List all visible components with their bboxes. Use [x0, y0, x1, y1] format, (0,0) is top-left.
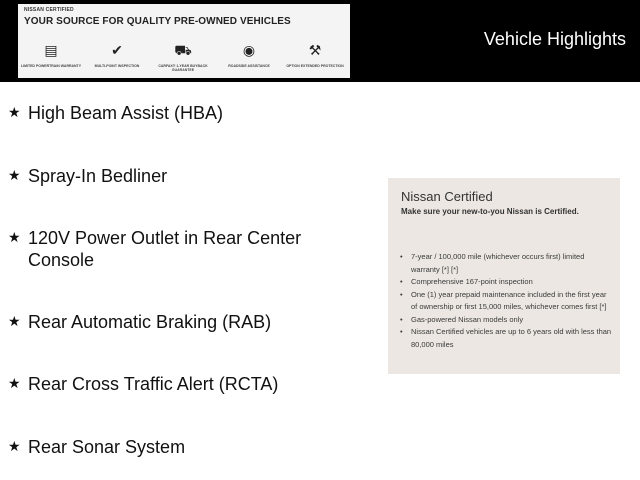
- checkmark-icon: ✔: [111, 42, 123, 58]
- wrench-icon: ⚒: [308, 42, 322, 58]
- highlight-text: Rear Sonar System: [28, 437, 186, 457]
- nissan-certified-card: [388, 178, 620, 374]
- feature-caption: MULTI-POINT INSPECTION: [94, 64, 140, 68]
- list-item: [8, 165, 338, 187]
- banner-kicker: NISSAN CERTIFIED: [24, 7, 74, 13]
- list-item: [8, 311, 338, 333]
- feature-caption: CARFAX® 1-YEAR BUYBACK GUARANTEE: [158, 64, 208, 72]
- banner-features: [18, 42, 350, 78]
- banner-headline: YOUR SOURCE FOR QUALITY PRE-OWNED VEHICLES: [24, 16, 291, 27]
- page-title: Vehicle Highlights: [483, 29, 626, 49]
- card-bullet: • Gas-powered Nissan models only: [398, 314, 614, 327]
- highlight-text: 120V Power Outlet in Rear Center Console: [28, 228, 302, 270]
- feature-caption: OPTION EXTENDED PROTECTION: [286, 64, 344, 68]
- star-icon: ★: [8, 229, 21, 245]
- card-subtitle: Make sure your new-to-you Nissan is Certified.: [401, 207, 579, 216]
- document-icon: ▤: [44, 42, 58, 58]
- feature-protection: [282, 42, 348, 68]
- card-bullet: • One (1) year prepaid maintenance included in the first year of ownership or first 15,000 miles, whichever comes first [*]: [398, 289, 614, 314]
- highlight-text: Rear Automatic Braking (RAB): [28, 312, 272, 332]
- highlight-text: High Beam Assist (HBA): [28, 103, 224, 123]
- feature-caption: LIMITED POWERTRAIN WARRANTY: [20, 64, 82, 68]
- list-item: [8, 102, 338, 124]
- feature-roadside: [216, 42, 282, 68]
- star-icon: ★: [8, 438, 21, 454]
- header-bar: [0, 0, 640, 82]
- feature-buyback: [150, 42, 216, 72]
- feature-inspection: [84, 42, 150, 68]
- card-bullet: • 7-year / 100,000 mile (whichever occurs first) limited warranty [*] [*]: [398, 251, 614, 276]
- location-pin-icon: ◉: [242, 42, 256, 58]
- card-bullet-list: [398, 251, 614, 351]
- star-icon: ★: [8, 375, 21, 391]
- star-icon: ★: [8, 167, 21, 183]
- card-bullet: • Comprehensive 167-point inspection: [398, 276, 614, 289]
- card-title: Nissan Certified: [401, 189, 493, 204]
- list-item: [8, 373, 338, 395]
- car-icon: ⛟: [174, 42, 192, 58]
- star-icon: ★: [8, 313, 21, 329]
- list-item: [8, 436, 338, 458]
- card-bullet: • Nissan Certified vehicles are up to 6 years old with less than 80,000 miles: [398, 326, 614, 351]
- star-icon: ★: [8, 104, 21, 120]
- highlight-text: Spray-In Bedliner: [28, 166, 168, 186]
- feature-warranty: [18, 42, 84, 68]
- certified-banner: [18, 4, 350, 78]
- highlight-text: Rear Cross Traffic Alert (RCTA): [28, 374, 279, 394]
- feature-caption: ROADSIDE ASSISTANCE: [228, 64, 270, 68]
- list-item: [8, 227, 338, 271]
